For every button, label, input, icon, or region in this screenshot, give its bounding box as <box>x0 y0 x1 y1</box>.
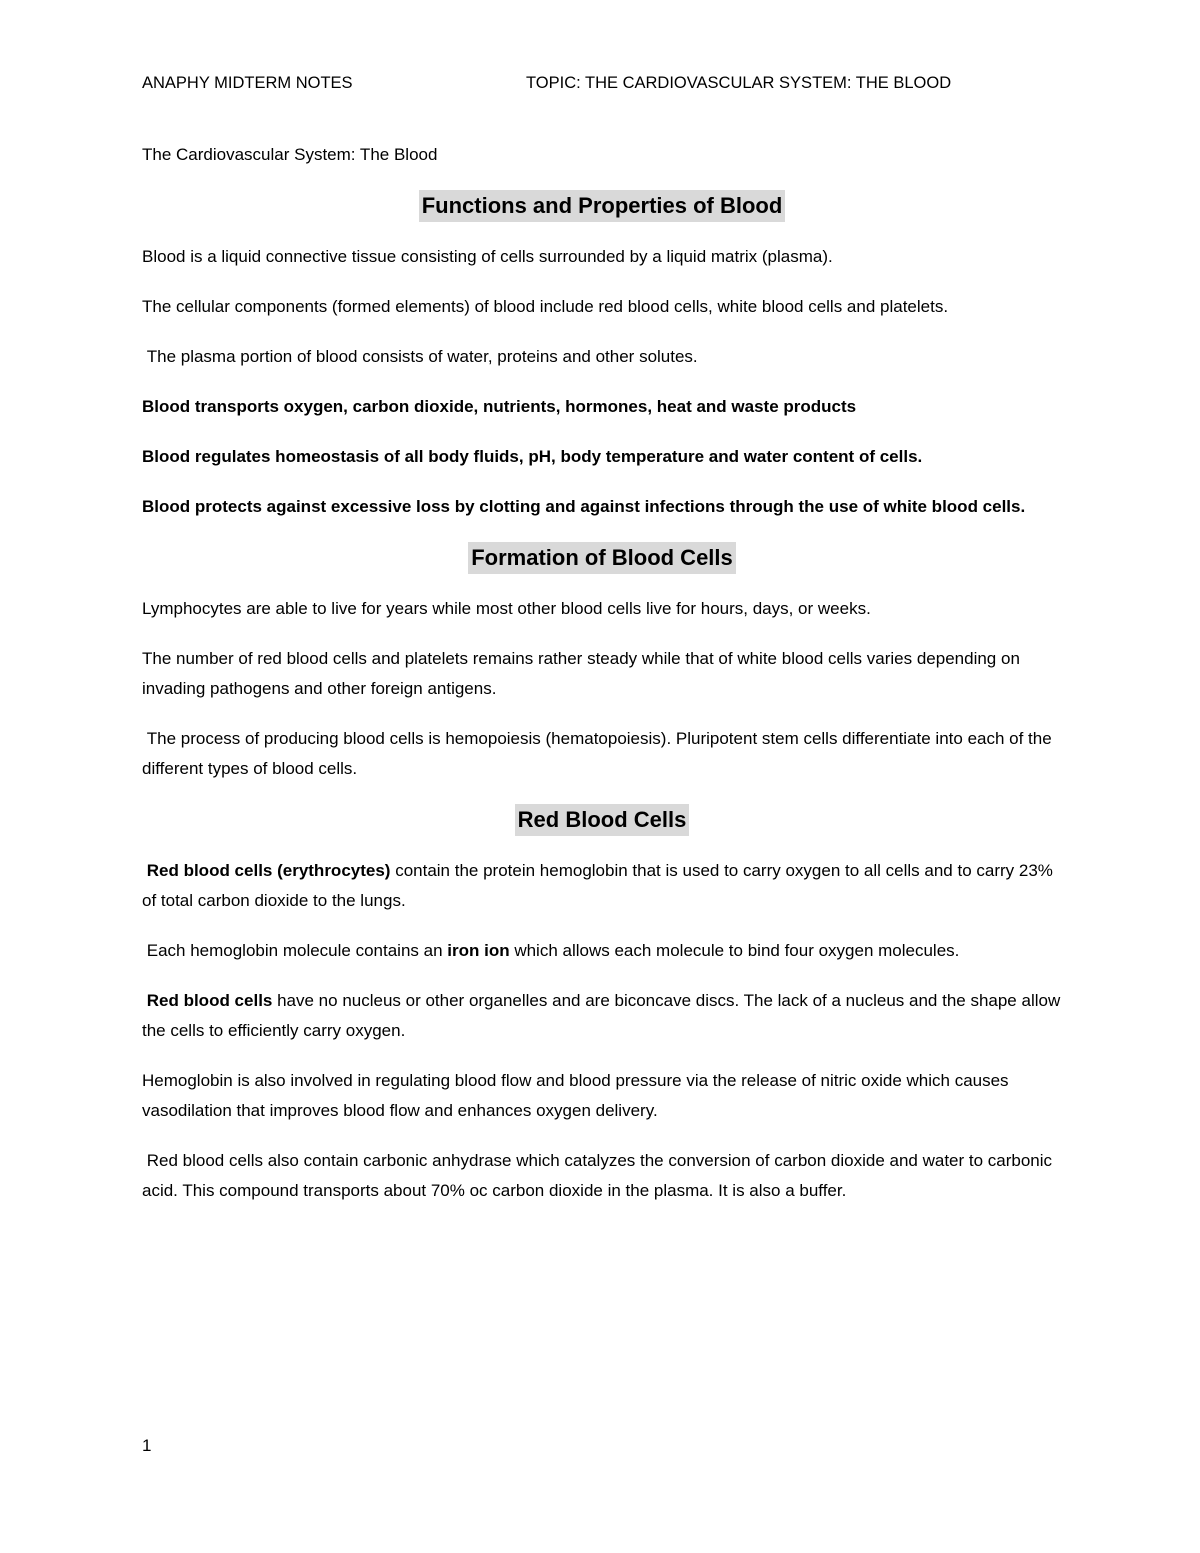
paragraph-text: have no nucleus or other organelles and are biconcave discs. The lack of a nucleus and the shape allow the cells to efficiently carry oxygen. <box>142 991 1065 1040</box>
section-heading-functions-text: Functions and Properties of Blood <box>419 190 786 222</box>
paragraph-text: which allows each molecule to bind four oxygen molecules. <box>509 941 960 960</box>
bold-term: Red blood cells (erythrocytes) <box>142 861 391 880</box>
paragraph-bold: Blood regulates homeostasis of all body fluids, pH, body temperature and water content of cells. <box>142 447 923 466</box>
paragraph: The cellular components (formed elements) of blood include red blood cells, white blood cells and platelets. <box>142 297 949 316</box>
section-heading-formation-text: Formation of Blood Cells <box>468 542 736 574</box>
section-heading-rbc <box>142 804 1062 840</box>
paragraph: Lymphocytes are able to live for years while most other blood cells live for hours, days, or weeks. <box>142 599 871 618</box>
paragraph: The number of red blood cells and platelets remains rather steady while that of white blood cells varies depending on invading pathogens and other foreign antigens. <box>142 649 1020 698</box>
section-heading-rbc-text: Red Blood Cells <box>515 804 690 836</box>
paragraph-text: contain the protein hemoglobin that is used to carry oxygen to all cells and to carry 23% of total carbon dioxide to the lungs. <box>142 861 1058 910</box>
header-course-title: ANAPHY MIDTERM NOTES <box>142 74 353 92</box>
paragraph <box>142 856 1062 916</box>
section-heading-formation <box>142 542 1062 578</box>
paragraph-bold: Blood protects against excessive loss by clotting and against infections through the use of white blood cells. <box>142 497 1026 516</box>
paragraph-text: Each hemoglobin molecule contains an <box>142 941 448 960</box>
paragraph-bold: Blood transports oxygen, carbon dioxide, nutrients, hormones, heat and waste products <box>142 397 857 416</box>
paragraph: The plasma portion of blood consists of water, proteins and other solutes. <box>142 347 698 366</box>
bold-term: Red blood cells <box>142 991 273 1010</box>
page-number: 1 <box>142 1436 152 1455</box>
paragraph <box>142 986 1065 1046</box>
header-topic: TOPIC: THE CARDIOVASCULAR SYSTEM: THE BLOOD <box>526 74 952 92</box>
paragraph: Hemoglobin is also involved in regulating blood flow and blood pressure via the release of nitric oxide which causes vasodilation that improves blood flow and enhances oxygen delivery. <box>142 1071 1009 1120</box>
bold-term: iron ion <box>447 941 510 960</box>
document-title: The Cardiovascular System: The Blood <box>142 145 438 164</box>
paragraph: The process of producing blood cells is hemopoiesis (hematopoiesis). Pluripotent stem cells differentiate into each of the different types of blood cells. <box>142 729 1057 778</box>
document-body <box>142 140 1065 1226</box>
page-header <box>142 74 1062 98</box>
section-heading-functions <box>142 190 1062 226</box>
paragraph <box>142 936 1062 966</box>
paragraph: Red blood cells also contain carbonic anhydrase which catalyzes the conversion of carbon dioxide and water to carbonic acid. This compound transports about 70% oc carbon dioxide in the plasma. It is also a buffer. <box>142 1151 1057 1200</box>
paragraph: Blood is a liquid connective tissue consisting of cells surrounded by a liquid matrix (plasma). <box>142 247 833 266</box>
